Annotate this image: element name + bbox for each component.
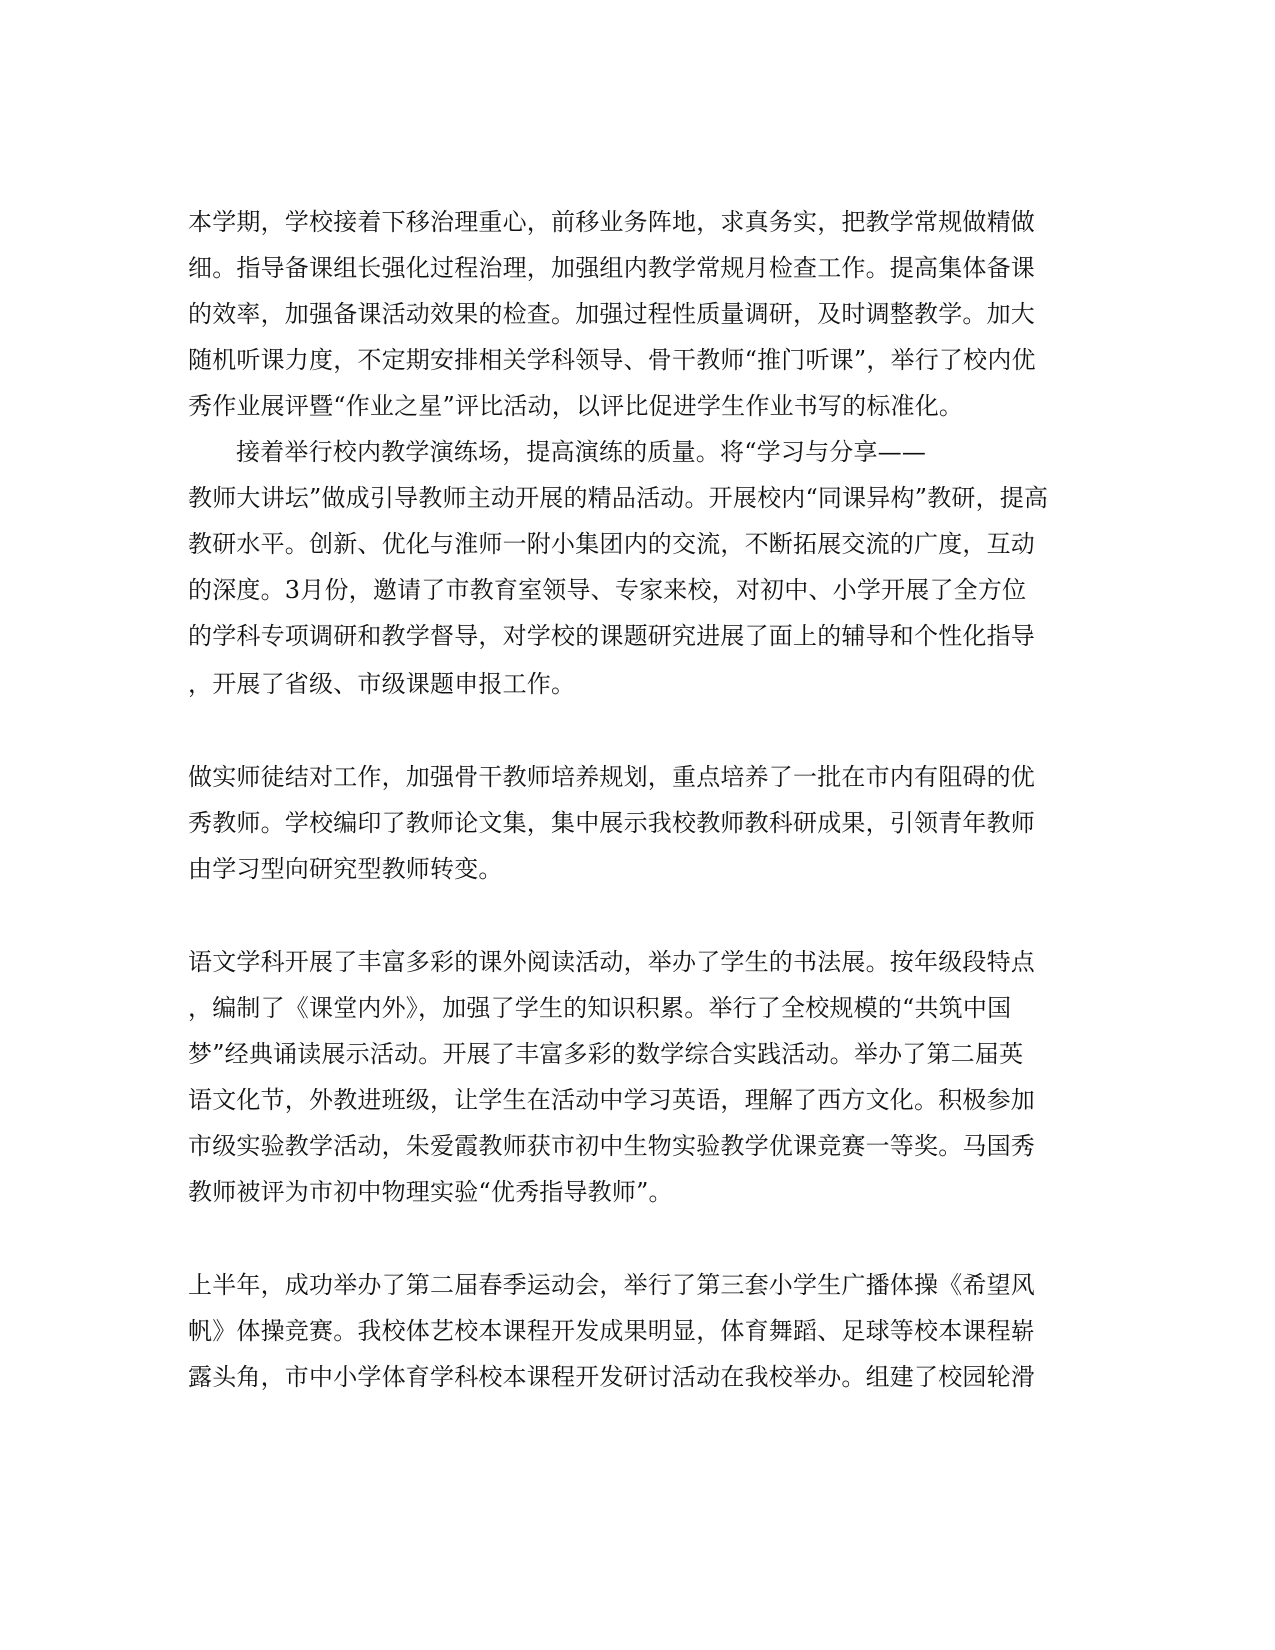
text-line: 秀作业展评暨“作业之星”评比活动，以评比促进学生作业书写的标准化。: [188, 392, 964, 420]
text-line: 教师大讲坛”做成引导教师主动开展的精品活动。开展校内“同课异构”教研，提高: [188, 484, 1049, 512]
text-line: 帆》体操竞赛。我校体艺校本课程开发成果明显，体育舞蹈、足球等校本课程崭: [188, 1317, 1035, 1345]
text-line: 本学期，学校接着下移治理重心，前移业务阵地，求真务实，把教学常规做精做: [188, 208, 1035, 236]
text-line: 语文学科开展了丰富多彩的课外阅读活动，举办了学生的书法展。按年级段特点: [188, 948, 1035, 976]
text-line: 上半年，成功举办了第二届春季运动会，举行了第三套小学生广播体操《希望风: [188, 1271, 1035, 1299]
text-line: 的深度。3月份，邀请了市教育室领导、专家来校，对初中、小学开展了全方位: [188, 576, 1027, 604]
text-line: 随机听课力度，不定期安排相关学科领导、骨干教师“推门听课”，举行了校内优: [188, 346, 1036, 374]
text-line: 的学科专项调研和教学督导，对学校的课题研究进展了面上的辅导和个性化指导: [188, 622, 1035, 650]
text-line: 细。指导备课组长强化过程治理，加强组内教学常规月检查工作。提高集体备课: [188, 254, 1035, 282]
text-line: 的效率，加强备课活动效果的检查。加强过程性质量调研，及时调整教学。加大: [188, 300, 1035, 328]
text-line: 秀教师。学校编印了教师论文集，集中展示我校教师教科研成果，引领青年教师: [188, 809, 1035, 837]
text-line: 由学习型向研究型教师转变。: [188, 855, 503, 883]
text-line: 市级实验教学活动，朱爱霞教师获市初中生物实验教学优课竞赛一等奖。马国秀: [188, 1132, 1035, 1160]
text-line: ，编制了《课堂内外》，加强了学生的知识积累。举行了全校规模的“共筑中国: [188, 994, 1012, 1022]
text-line: 教师被评为市初中物理实验“优秀指导教师”。: [188, 1178, 673, 1206]
text-line: 教研水平。创新、优化与淮师一附小集团内的交流，不断拓展交流的广度，互动: [188, 530, 1035, 558]
text-line: 梦”经典诵读展示活动。开展了丰富多彩的数学综合实践活动。举办了第二届英: [188, 1040, 1024, 1068]
text-line: 做实师徒结对工作，加强骨干教师培养规划，重点培养了一批在市内有阻碍的优: [188, 763, 1035, 791]
text-line: 语文化节，外教进班级，让学生在活动中学习英语，理解了西方文化。积极参加: [188, 1086, 1035, 1114]
text-line: ，开展了省级、市级课题申报工作。: [188, 670, 576, 698]
text-line: 露头角，市中小学体育学科校本课程开发研讨活动在我校举办。组建了校园轮滑: [188, 1363, 1035, 1391]
text-line: 接着举行校内教学演练场，提高演练的质量。将“学习与分享——: [236, 438, 927, 466]
